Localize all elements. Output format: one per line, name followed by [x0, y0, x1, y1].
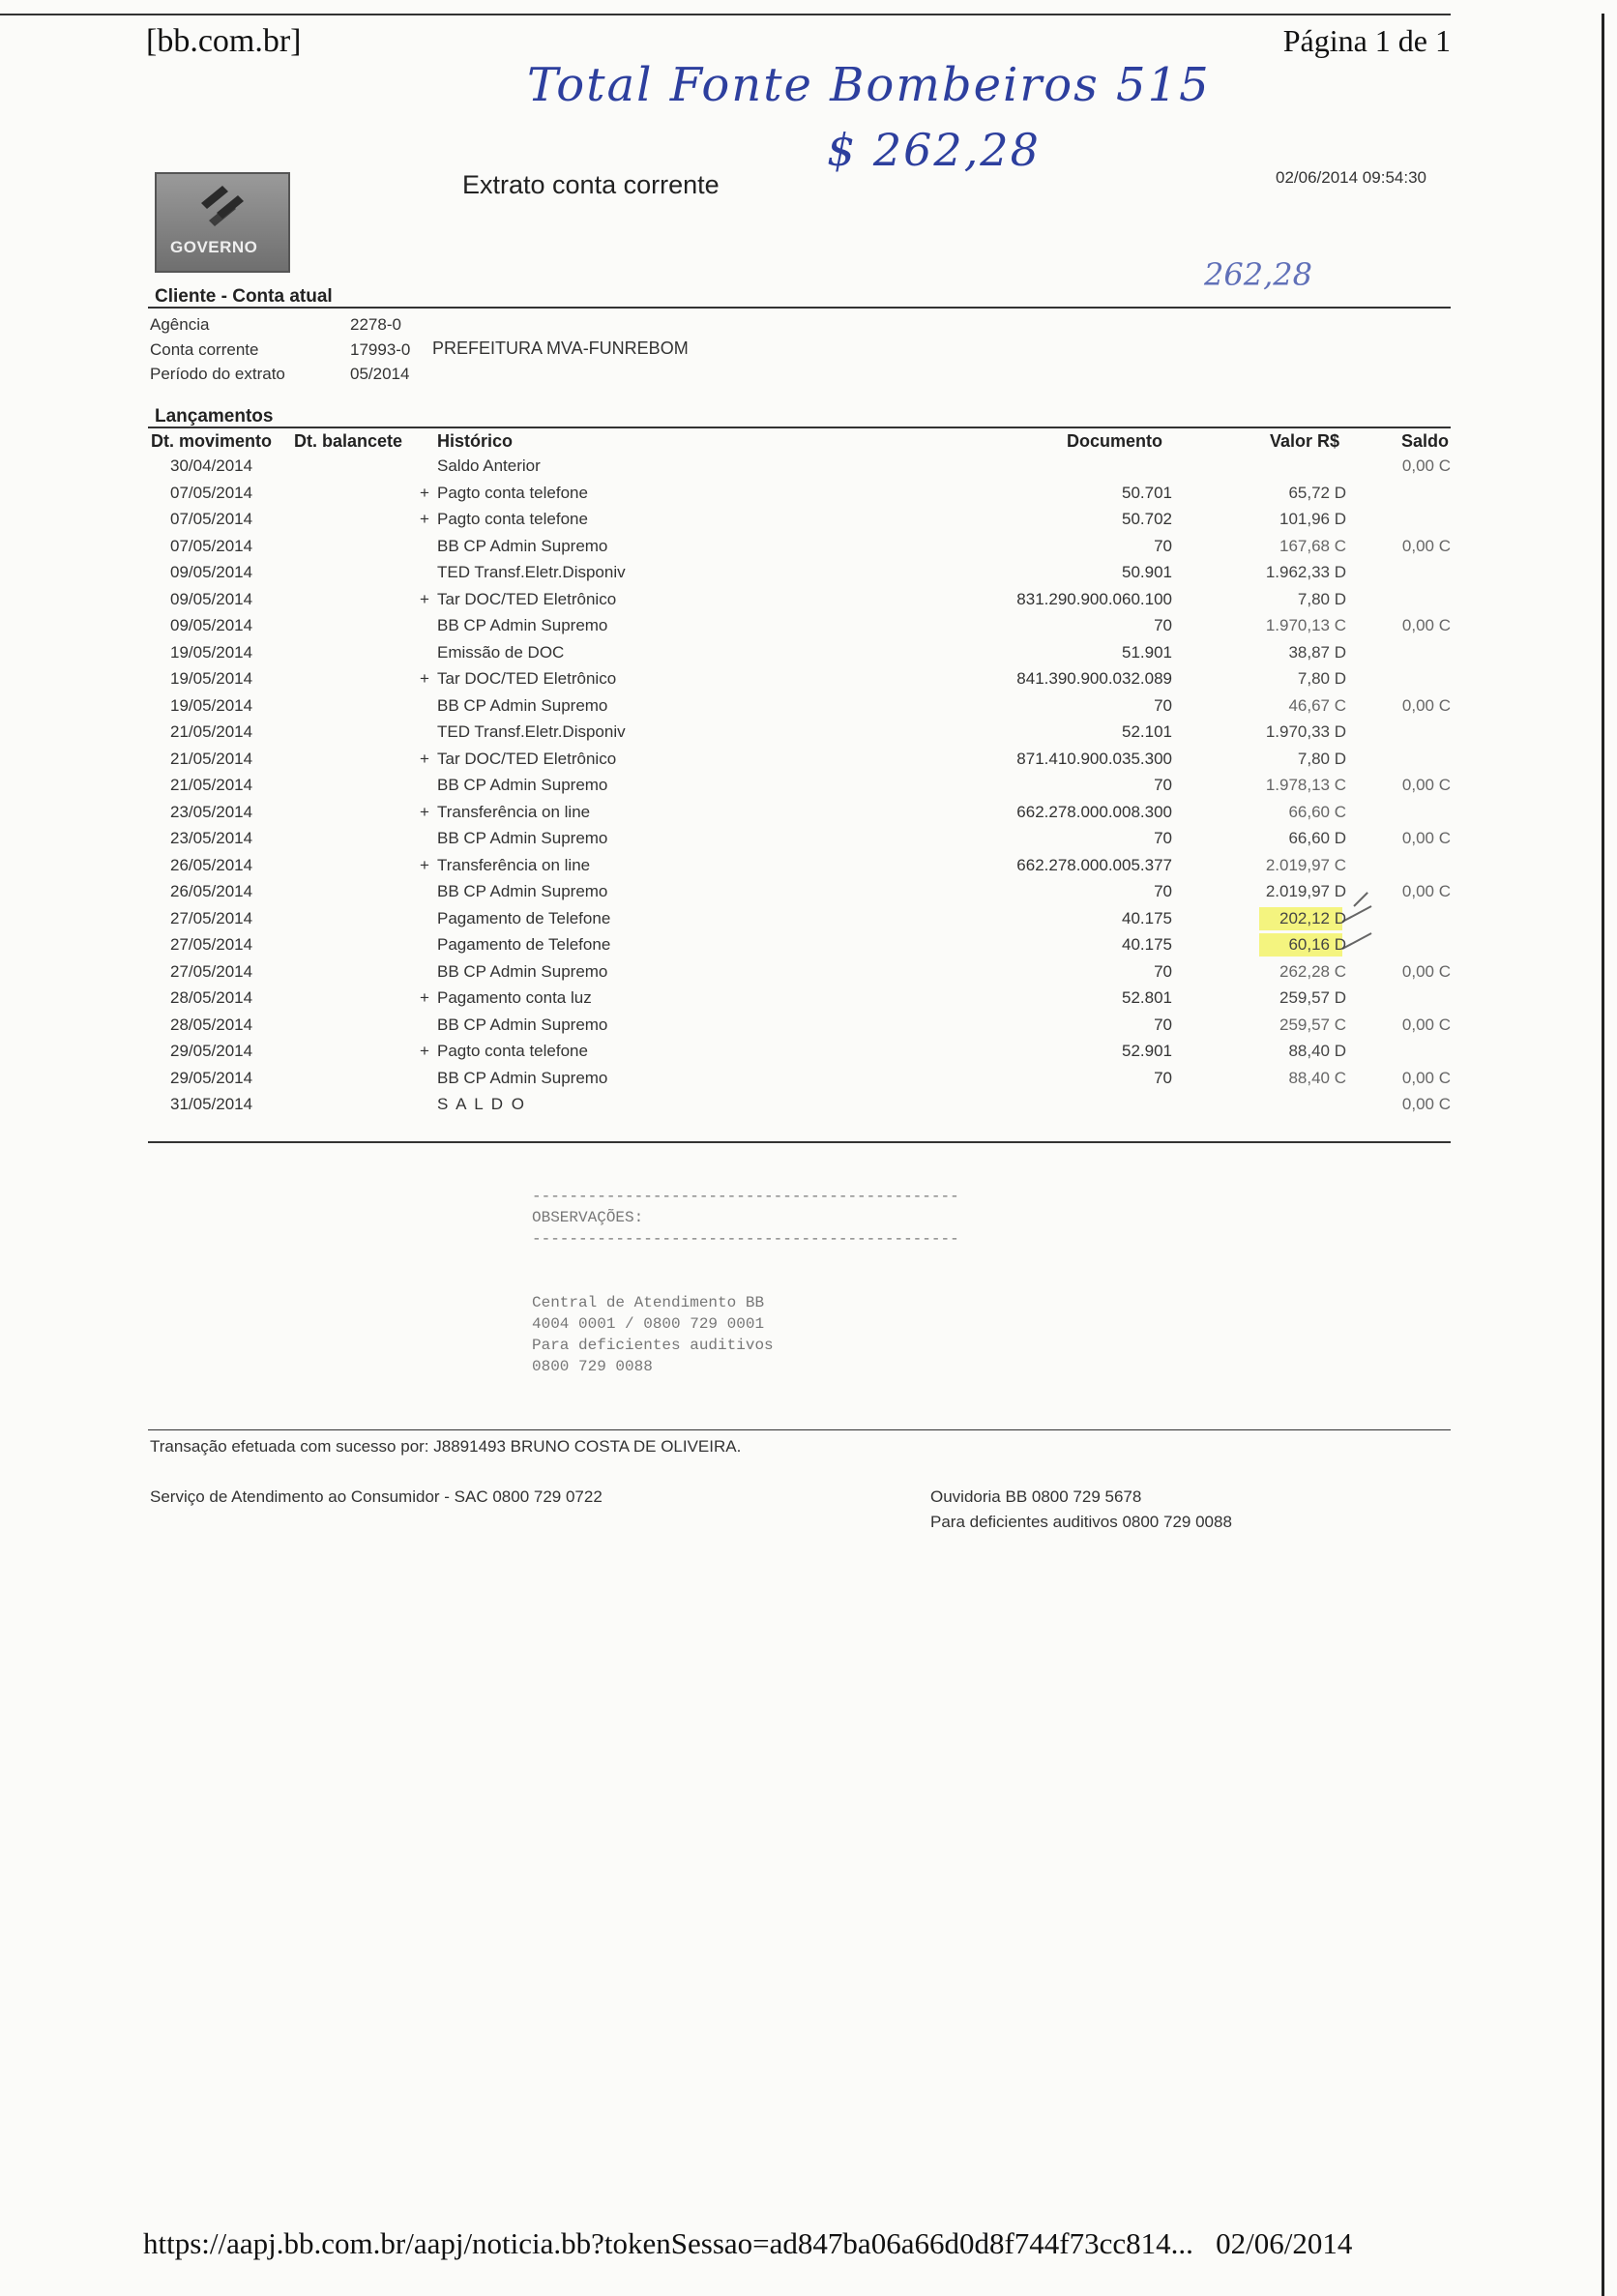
row-date: 29/05/2014	[170, 1042, 253, 1060]
row-documento: 662.278.000.005.377	[1016, 855, 1172, 874]
row-valor: 7,80 D	[1297, 589, 1346, 608]
check-mark	[1353, 892, 1368, 907]
row-valor: 88,40 C	[1288, 1068, 1346, 1087]
row-saldo: 0,00 C	[1401, 776, 1451, 794]
divider	[148, 1141, 1451, 1143]
col-header-dt-balancete: Dt. balancete	[294, 431, 403, 451]
row-documento: 70	[1154, 882, 1172, 900]
row-date: 19/05/2014	[170, 669, 253, 688]
row-date: 29/05/2014	[170, 1068, 253, 1087]
bb-logo	[155, 172, 290, 273]
row-date: 26/05/2014	[170, 855, 253, 874]
row-documento: 841.390.900.032.089	[1016, 669, 1172, 688]
row-documento: 70	[1154, 776, 1172, 794]
obs-dash-line: ----------------------------------------------	[532, 1230, 959, 1248]
row-saldo: 0,00 C	[1401, 961, 1451, 981]
row-valor: 7,80 D	[1297, 669, 1346, 688]
row-historico: Transferência on line	[437, 802, 591, 821]
row-valor: 259,57 D	[1279, 988, 1346, 1007]
row-historico: Pagto conta telefone	[437, 510, 588, 528]
row-saldo: 0,00 C	[1401, 1015, 1451, 1034]
row-valor: 262,28 C	[1279, 961, 1346, 981]
col-header-dt-movimento: Dt. movimento	[151, 431, 273, 451]
obs-line: 4004 0001 / 0800 729 0001	[532, 1315, 765, 1333]
obs-line: Central de Atendimento BB	[532, 1294, 765, 1311]
row-plus-marker: +	[420, 749, 429, 768]
row-valor: 38,87 D	[1288, 642, 1346, 662]
row-documento: 52.801	[1122, 988, 1172, 1007]
row-date: 31/05/2014	[170, 1095, 253, 1113]
row-date: 26/05/2014	[170, 882, 253, 900]
handwritten-note-line1: Total Fonte Bombeiros 515	[527, 58, 1211, 112]
row-historico: Saldo Anterior	[437, 456, 541, 475]
row-date: 27/05/2014	[170, 908, 253, 927]
row-historico: BB CP Admin Supremo	[437, 1068, 608, 1087]
periodo-value: 05/2014	[350, 365, 410, 383]
row-saldo: 0,00 C	[1401, 882, 1451, 900]
bb-symbol-icon	[157, 176, 288, 238]
row-documento: 50.702	[1122, 510, 1172, 528]
row-historico: BB CP Admin Supremo	[437, 829, 608, 847]
lancamentos-section-title: Lançamentos	[155, 406, 274, 427]
row-historico: Emissão de DOC	[437, 642, 565, 662]
row-plus-marker: +	[420, 483, 429, 502]
row-saldo: 0,00 C	[1401, 536, 1451, 555]
row-valor: 7,80 D	[1297, 749, 1346, 768]
row-saldo: 0,00 C	[1401, 1068, 1451, 1087]
divider	[148, 427, 1451, 428]
check-mark	[1342, 932, 1372, 950]
row-date: 23/05/2014	[170, 802, 253, 821]
row-historico: BB CP Admin Supremo	[437, 961, 608, 981]
row-historico: Tar DOC/TED Eletrônico	[437, 669, 617, 688]
row-valor: 2.019,97 C	[1265, 855, 1346, 874]
ouvidoria-contact: Ouvidoria BB 0800 729 5678	[930, 1487, 1142, 1506]
report-datetime: 02/06/2014 09:54:30	[1276, 168, 1426, 187]
row-valor: 65,72 D	[1288, 483, 1346, 502]
row-historico: Pagamento conta luz	[437, 988, 592, 1007]
row-documento: 70	[1154, 1068, 1172, 1087]
row-valor: 259,57 C	[1279, 1015, 1346, 1034]
row-historico: Pagto conta telefone	[437, 483, 588, 502]
row-documento: 70	[1154, 536, 1172, 555]
periodo-label: Período do extrato	[150, 365, 285, 383]
row-historico: Tar DOC/TED Eletrônico	[437, 749, 617, 768]
row-date: 09/05/2014	[170, 589, 253, 608]
handwritten-margin-note: 262,28	[1204, 256, 1312, 293]
row-date: 27/05/2014	[170, 961, 253, 981]
row-valor: 88,40 D	[1288, 1042, 1346, 1060]
row-documento: 70	[1154, 829, 1172, 847]
row-historico: BB CP Admin Supremo	[437, 1015, 608, 1034]
transaction-status: Transação efetuada com sucesso por: J8891493 BRUNO COSTA DE OLIVEIRA.	[150, 1437, 742, 1456]
row-historico: BB CP Admin Supremo	[437, 616, 608, 634]
row-plus-marker: +	[420, 855, 429, 874]
agencia-value: 2278-0	[350, 315, 401, 334]
row-documento: 70	[1154, 961, 1172, 981]
row-saldo: 0,00 C	[1401, 695, 1451, 715]
row-documento: 40.175	[1122, 935, 1172, 954]
row-date: 23/05/2014	[170, 829, 253, 847]
site-label: [bb.com.br]	[146, 23, 302, 59]
row-valor: 60,16 D	[1288, 935, 1346, 954]
row-valor: 66,60 D	[1288, 829, 1346, 847]
row-date: 27/05/2014	[170, 935, 253, 954]
sac-contact: Serviço de Atendimento ao Consumidor - SAC 0800 729 0722	[150, 1487, 603, 1506]
logo-label: GOVERNO	[170, 238, 258, 256]
row-historico: S A L D O	[437, 1095, 527, 1113]
obs-label: OBSERVAÇÕES:	[532, 1209, 644, 1226]
client-section-title: Cliente - Conta atual	[155, 286, 333, 307]
row-documento: 52.101	[1122, 722, 1172, 741]
row-valor: 101,96 D	[1279, 510, 1346, 528]
row-date: 21/05/2014	[170, 749, 253, 768]
row-date: 28/05/2014	[170, 1015, 253, 1034]
row-valor: 1.962,33 D	[1265, 563, 1346, 581]
row-documento: 40.175	[1122, 908, 1172, 927]
row-historico: BB CP Admin Supremo	[437, 776, 608, 794]
row-documento: 70	[1154, 1015, 1172, 1034]
row-documento: 51.901	[1122, 642, 1172, 662]
row-historico: BB CP Admin Supremo	[437, 882, 608, 900]
divider	[148, 1429, 1451, 1430]
row-saldo: 0,00 C	[1401, 829, 1451, 847]
row-historico: BB CP Admin Supremo	[437, 695, 608, 715]
row-saldo: 0,00 C	[1401, 456, 1451, 475]
page-title: Extrato conta corrente	[462, 170, 720, 199]
row-documento: 52.901	[1122, 1042, 1172, 1060]
row-historico: Pagto conta telefone	[437, 1042, 588, 1060]
row-valor: 2.019,97 D	[1265, 882, 1346, 900]
row-valor: 202,12 D	[1279, 908, 1346, 927]
row-date: 09/05/2014	[170, 563, 253, 581]
row-valor: 66,60 C	[1288, 802, 1346, 821]
page-url	[143, 2226, 1352, 2261]
row-valor: 1.970,13 C	[1265, 616, 1346, 634]
row-valor: 1.978,13 C	[1265, 776, 1346, 794]
row-valor: 1.970,33 D	[1265, 722, 1346, 741]
col-header-valor: Valor R$	[1270, 431, 1340, 451]
row-date: 21/05/2014	[170, 776, 253, 794]
row-date: 21/05/2014	[170, 722, 253, 741]
row-date: 19/05/2014	[170, 695, 253, 715]
row-documento: 662.278.000.008.300	[1016, 802, 1172, 821]
account-holder: PREFEITURA MVA-FUNREBOM	[432, 339, 689, 358]
row-historico: Transferência on line	[437, 855, 591, 874]
url-text: https://aapj.bb.com.br/aapj/noticia.bb?tokenSessao=ad847ba06a66d0d8f744f73cc814...	[143, 2226, 1193, 2260]
row-valor: 167,68 C	[1279, 536, 1346, 555]
row-date: 07/05/2014	[170, 510, 253, 528]
row-historico: Pagamento de Telefone	[437, 935, 611, 954]
row-valor: 46,67 C	[1288, 695, 1346, 715]
agencia-label: Agência	[150, 315, 210, 334]
row-date: 09/05/2014	[170, 616, 253, 634]
row-historico: TED Transf.Eletr.Disponiv	[437, 563, 626, 581]
col-header-saldo: Saldo	[1401, 431, 1450, 451]
row-documento: 50.701	[1122, 483, 1172, 502]
row-historico: TED Transf.Eletr.Disponiv	[437, 722, 626, 741]
conta-label: Conta corrente	[150, 340, 259, 359]
row-date: 30/04/2014	[170, 456, 253, 475]
row-saldo: 0,00 C	[1401, 1095, 1451, 1113]
row-documento: 831.290.900.060.100	[1016, 589, 1172, 608]
col-header-historico: Histórico	[437, 431, 514, 451]
ouvidoria-deaf-contact: Para deficientes auditivos 0800 729 0088	[930, 1513, 1232, 1531]
row-date: 07/05/2014	[170, 536, 253, 555]
row-historico: Tar DOC/TED Eletrônico	[437, 589, 617, 608]
handwritten-note-line2: $ 262,28	[827, 124, 1041, 176]
row-plus-marker: +	[420, 1042, 429, 1060]
row-plus-marker: +	[420, 988, 429, 1007]
row-plus-marker: +	[420, 802, 429, 821]
row-date: 07/05/2014	[170, 483, 253, 502]
divider	[148, 307, 1451, 309]
conta-value: 17993-0	[350, 340, 411, 359]
col-header-documento: Documento	[1067, 431, 1162, 451]
row-historico: BB CP Admin Supremo	[437, 536, 608, 555]
row-documento: 50.901	[1122, 563, 1172, 581]
row-plus-marker: +	[420, 510, 429, 528]
row-date: 19/05/2014	[170, 642, 253, 662]
row-saldo: 0,00 C	[1401, 616, 1451, 634]
row-documento: 871.410.900.035.300	[1016, 749, 1172, 768]
row-plus-marker: +	[420, 669, 429, 688]
obs-line: Para deficientes auditivos	[532, 1337, 774, 1354]
check-mark	[1342, 905, 1372, 923]
obs-line: 0800 729 0088	[532, 1358, 653, 1375]
obs-dash-line: ----------------------------------------------	[532, 1188, 959, 1205]
row-date: 28/05/2014	[170, 988, 253, 1007]
row-plus-marker: +	[420, 589, 429, 608]
print-date: 02/06/2014	[1216, 2226, 1353, 2260]
row-documento: 70	[1154, 616, 1172, 634]
row-historico: Pagamento de Telefone	[437, 908, 611, 927]
row-documento: 70	[1154, 695, 1172, 715]
page-number: Página 1 de 1	[1282, 23, 1451, 58]
scan-edge	[1602, 14, 1604, 2296]
top-rule	[0, 14, 1451, 15]
